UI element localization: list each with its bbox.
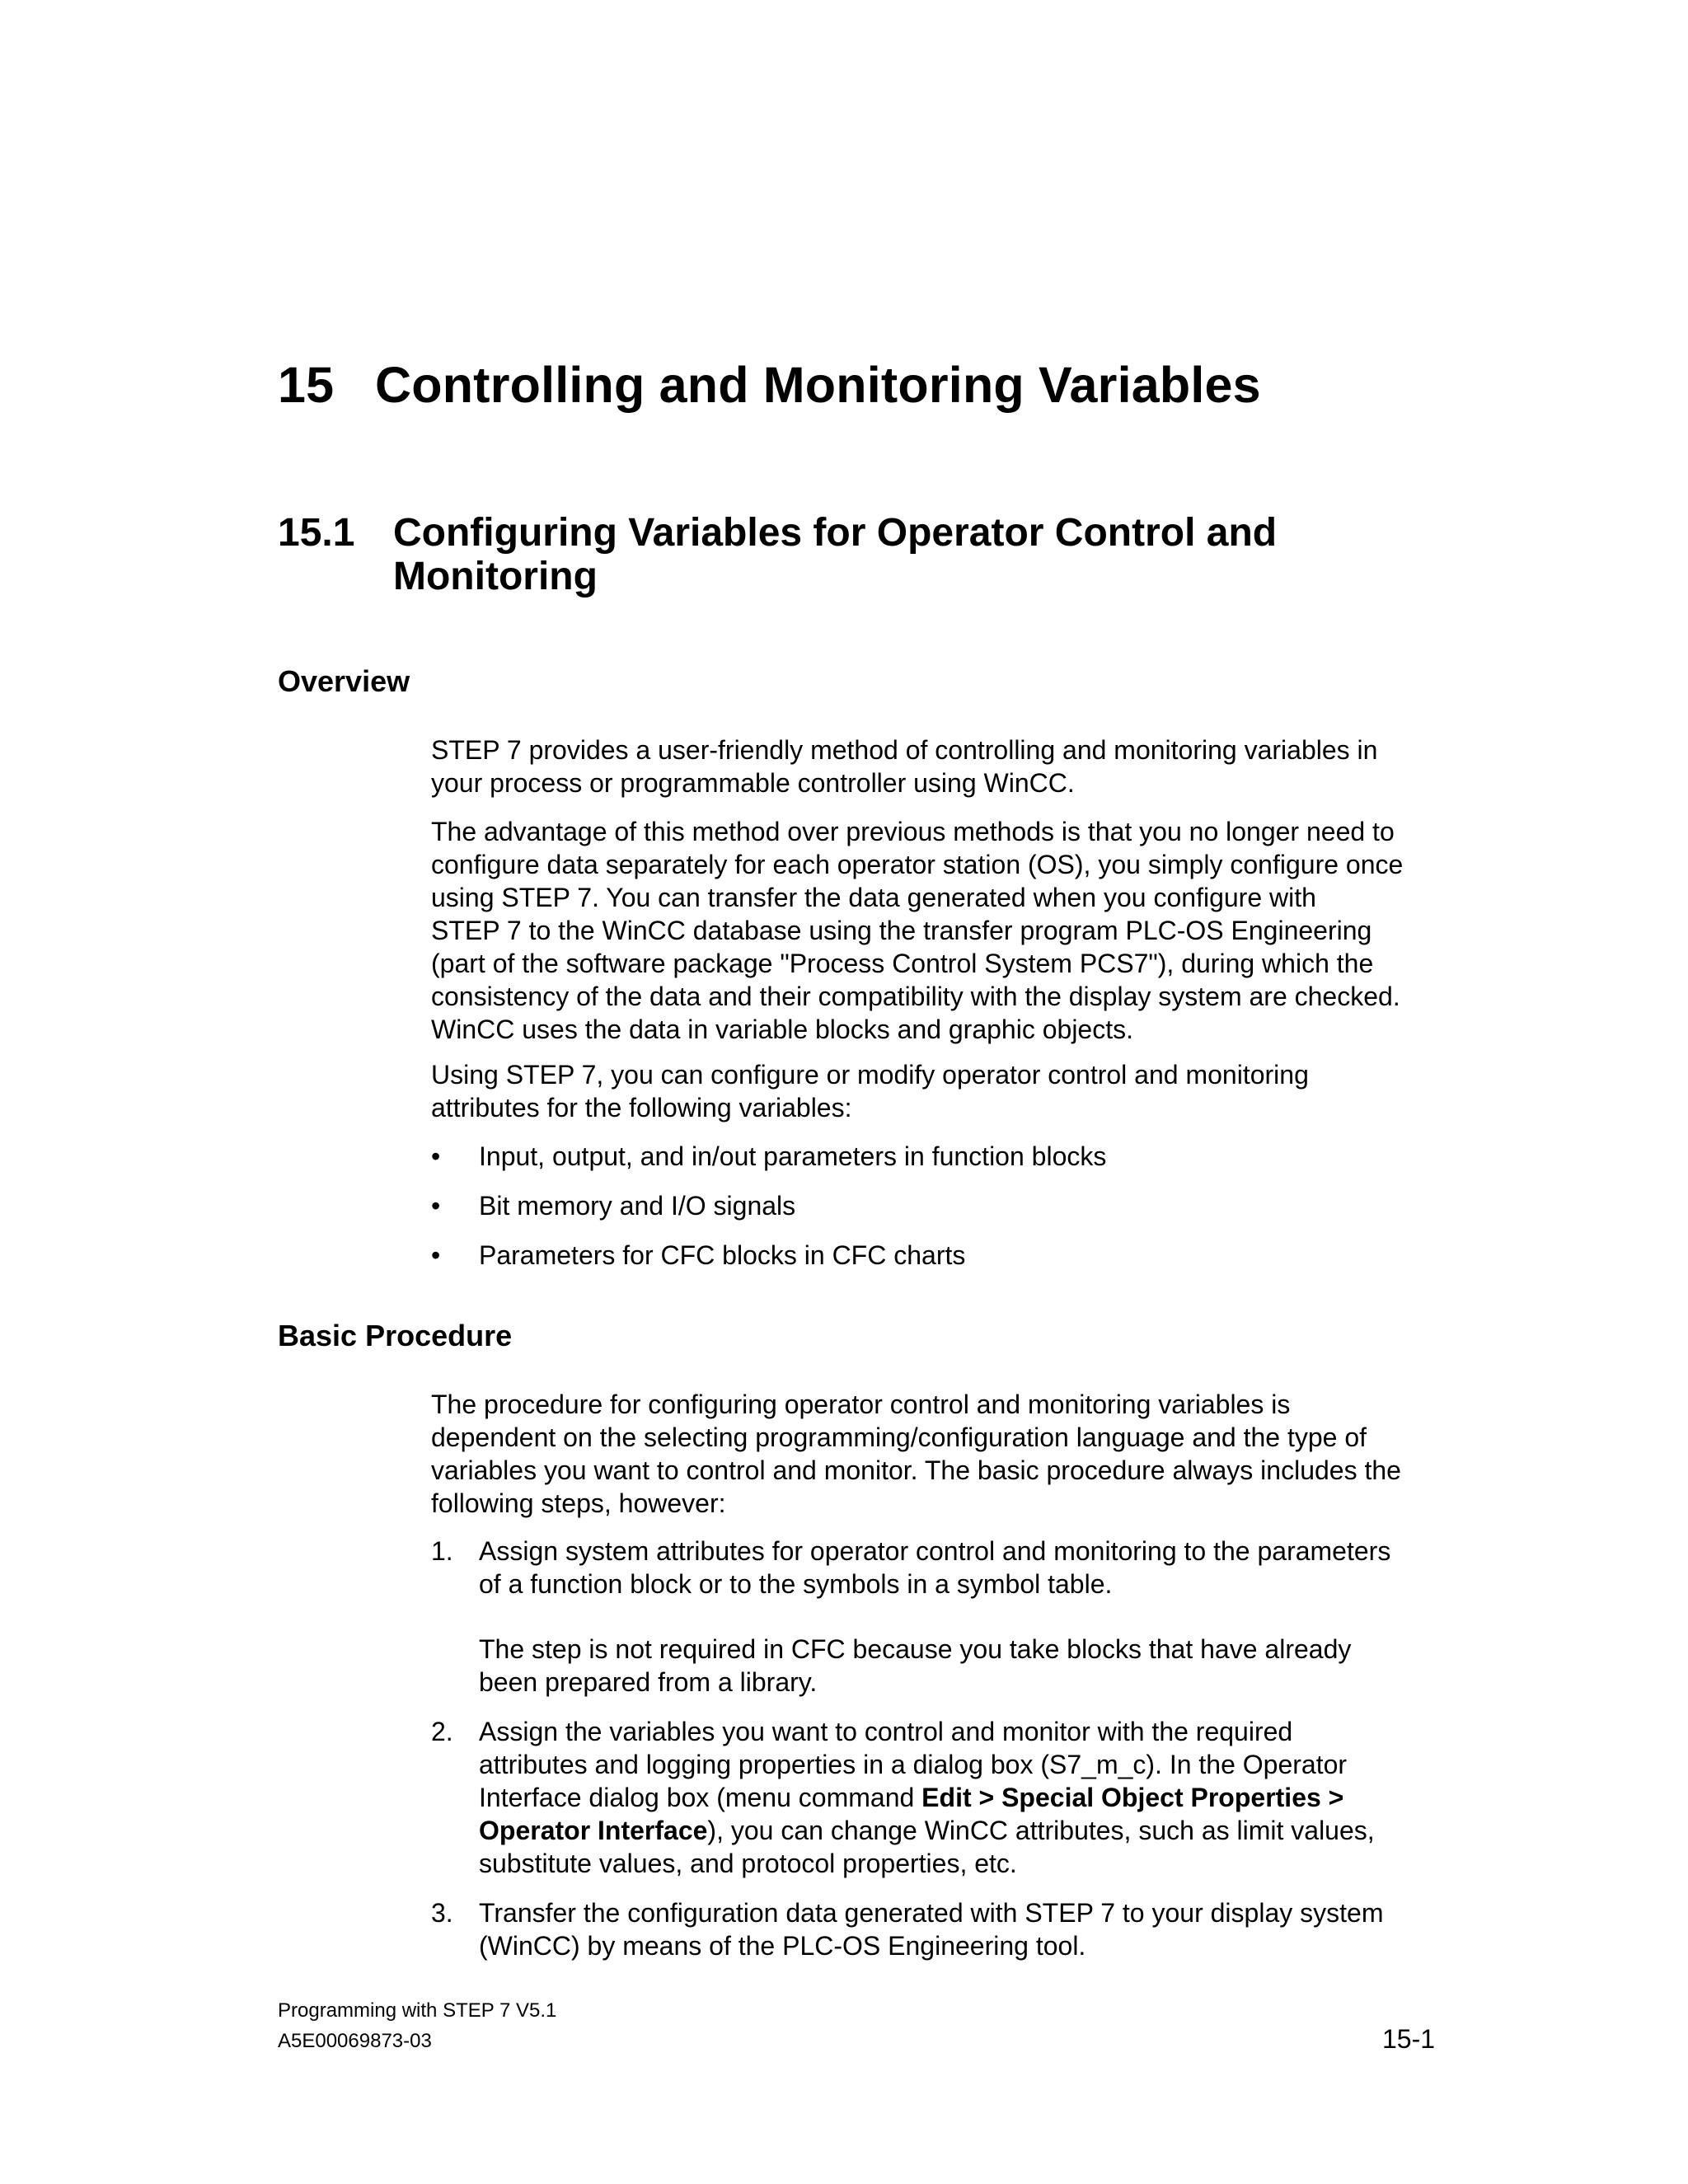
section-title-line: Monitoring <box>393 555 598 598</box>
overview-heading: Overview <box>278 664 410 698</box>
text-fragment: Interface dialog box (menu command <box>479 1783 922 1812</box>
text-line: The step is not required in CFC because you take blocks that have already <box>479 1634 1352 1664</box>
text-line: attributes and logging properties in a dialog box (S7_m_c). In the Operator <box>479 1750 1348 1779</box>
text-line: using STEP 7. You can transfer the data generated when you configure with <box>431 883 1316 912</box>
section-title-text <box>393 511 1277 598</box>
step-note-text <box>479 1633 1351 1699</box>
text-line: following steps, however: <box>431 1488 726 1518</box>
step-text <box>479 1715 1375 1880</box>
page-number: 15-1 <box>1382 2024 1436 2054</box>
overview-paragraph-1 <box>431 733 1453 799</box>
bullet-icon: • <box>431 1141 441 1171</box>
bullet-icon: • <box>431 1240 441 1270</box>
basic-procedure-intro <box>431 1388 1453 1520</box>
step-text <box>479 1535 1390 1601</box>
chapter-title-text: Controlling and Monitoring Variables <box>375 357 1261 413</box>
text-fragment: ), you can change WinCC attributes, such as limit values, <box>707 1816 1375 1845</box>
chapter-title <box>278 356 1261 414</box>
text-line: configure data separately for each operator station (OS), you simply configure once <box>431 850 1404 879</box>
text-line: attributes for the following variables: <box>431 1093 852 1122</box>
section-title-line: Configuring Variables for Operator Control and <box>393 511 1278 555</box>
step-text <box>479 1896 1383 1962</box>
text-line: dependent on the selecting programming/configuration language and the type of <box>431 1422 1367 1452</box>
footer-manual-title: Programming with STEP 7 V5.1 <box>278 1999 557 2022</box>
text-line: Assign the variables you want to control and monitor with the required <box>479 1717 1293 1746</box>
step-number: 1. <box>431 1536 453 1566</box>
basic-procedure-heading: Basic Procedure <box>278 1319 513 1352</box>
text-line <box>479 1814 1375 1847</box>
step-number: 2. <box>431 1717 453 1746</box>
text-line <box>479 1781 1375 1814</box>
text-line: The procedure for configuring operator control and monitoring variables is <box>431 1390 1291 1419</box>
overview-paragraph-2 <box>431 815 1453 1046</box>
text-line: consistency of the data and their compatibility with the display system are checked. <box>431 982 1400 1011</box>
text-line: Using STEP 7, you can configure or modify operator control and monitoring <box>431 1060 1309 1090</box>
chapter-number: 15 <box>278 357 335 413</box>
text-line: Assign system attributes for operator control and monitoring to the parameters <box>479 1536 1391 1566</box>
text-line: STEP 7 provides a user-friendly method of controlling and monitoring variables in <box>431 735 1378 765</box>
list-item-text: Parameters for CFC blocks in CFC charts <box>479 1240 966 1270</box>
text-line: variables you want to control and monitor. The basic procedure always includes the <box>431 1455 1401 1485</box>
menu-path: Edit > Special Object Properties > <box>921 1783 1344 1812</box>
text-line: (WinCC) by means of the PLC-OS Engineering tool. <box>479 1931 1086 1961</box>
step-number: 3. <box>431 1898 453 1928</box>
text-line: been prepared from a library. <box>479 1667 818 1697</box>
menu-path: Operator Interface <box>479 1816 708 1845</box>
text-line: STEP 7 to the WinCC database using the transfer program PLC-OS Engineering <box>431 916 1372 945</box>
text-line: of a function block or to the symbols in a symbol table. <box>479 1569 1113 1599</box>
overview-paragraph-3 <box>431 1058 1453 1124</box>
list-item-text: Bit memory and I/O signals <box>479 1191 796 1221</box>
text-line: Transfer the configuration data generated with STEP 7 to your display system <box>479 1898 1384 1928</box>
text-line: your process or programmable controller using WinCC. <box>431 768 1075 798</box>
text-line: The advantage of this method over previous methods is that you no longer need to <box>431 817 1395 846</box>
footer-order-number: A5E00069873-03 <box>278 2030 432 2052</box>
text-line: WinCC uses the data in variable blocks and graphic objects. <box>431 1015 1133 1044</box>
text-line: substitute values, and protocol properties, etc. <box>479 1849 1017 1878</box>
list-item-text: Input, output, and in/out parameters in function blocks <box>479 1141 1107 1171</box>
text-line: (part of the software package "Process Control System PCS7"), during which the <box>431 949 1374 978</box>
bullet-icon: • <box>431 1191 441 1221</box>
section-number: 15.1 <box>278 511 355 555</box>
